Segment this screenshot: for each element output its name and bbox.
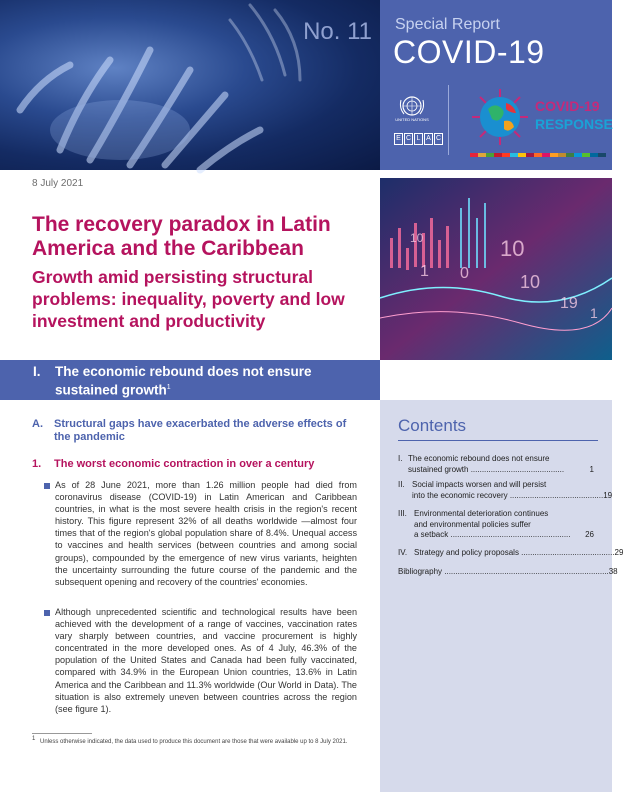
eclac-letter: L [414,133,423,145]
decor-number: 0 [460,265,469,282]
contents-title: Contents [398,416,467,435]
decor-number: 10 [410,231,424,245]
toc-page: 1 [589,464,594,474]
toc-label: Environmental deterioration continues [414,509,549,518]
footnote-text: Unless otherwise indicated, the data used to produce this document are those that were available up to 8 July 2021. [40,739,348,745]
decor-number: 10 [500,236,525,261]
toc-entry-3[interactable]: III. Environmental deterioration continues and environmental policies suffer a setback ...................................................... 26 [398,509,594,539]
section-number: I. [33,364,41,379]
toc-page: 29 [614,548,623,557]
eclac-letter: E [394,133,403,145]
toc-entry-4[interactable]: IV. Strategy and policy proposals .......................................... 29 [398,548,623,557]
subsection-label: A. [32,418,43,430]
toc-label: and environmental policies suffer [414,519,531,529]
data-visual-illustration [380,178,612,360]
body-paragraph-2: Although unprecedented scientific and technological results have been achieved with the development of a range of vaccines, vaccination rates vary sharply between countries, and vaccine procurement is highly concentrated in the more developed ones. As of 4 July, 46.3% of the population of the United States and Canada had been fully vaccinated, compared with 34.9% in the European Union countries, 13.6% in Latin America and the Caribbean and 11.3% worldwide (Our World in Data). The situation is also extremely uneven between countries across the region (see figure 1). [55,607,357,714]
footnote-mark: 1 [32,736,36,742]
toc-page: 26 [585,530,594,539]
right-spacer [380,360,612,400]
special-report-label: Special Report [395,16,500,33]
bullet-icon [44,610,50,616]
body-paragraph-1: As of 28 June 2021, more than 1.26 million people had died from coronavirus disease (COVID-19) in Latin American and Caribbean countries, in what is the most severe health crisis in the region's recent history. This figure represent 32% of all deaths worldwide —almost four times that of the region's global population share of 8.4%. Unequal access to vaccines and health services (between countries and among social groups), compounded by the emergence of new virus variants, heighten the uncertainty surrounding the future course of the pandemic and the subsequent opening and recovery of the countries' economies. [55,480,357,587]
toc-entry-2[interactable]: II. Social impacts worsen and will persist into the economic recovery .......................................... 19 [398,480,613,500]
toc-page: 38 [608,567,618,576]
toc-label: into the economic recovery [412,490,508,500]
eclac-logo [394,127,444,145]
contents-rule [398,440,598,441]
toc-page: 19 [603,490,613,500]
subsection-title: Structural gaps have exacerbated the adverse effects of the pandemic [54,418,347,443]
toc-label: a setback [414,530,449,539]
logo-divider [448,85,449,155]
toc-label: Bibliography [398,567,443,576]
toc-entry-1[interactable]: I. The economic rebound does not ensure sustained growth .......................................... 1 [398,454,594,474]
response-label: RESPONSE [535,116,613,132]
toc-label: sustained growth [408,464,469,474]
sdg-color-strip [470,153,606,157]
bullet-icon [44,483,50,489]
covid-response-globe-icon [470,87,530,147]
item-number: 1. [32,458,42,470]
toc-number: IV. [398,548,408,557]
toc-number: III. [398,509,407,518]
un-label: UNITED NATIONS [395,117,429,122]
section-heading-text: The economic rebound does not ensure sustained growth [55,364,312,398]
eclac-letter: C [404,133,413,145]
subtitle: Growth amid persisting structural problems: inequality, poverty and low investment and productivity [32,267,345,331]
main-title: The recovery paradox in Latin America and the Caribbean [32,213,331,260]
report-title: COVID-19 [393,34,545,70]
decor-number: 1 [420,263,429,280]
footnote-ref[interactable]: 1 [166,384,171,391]
toc-entry-5[interactable]: Bibliography .......................................................................... 38 [398,567,618,576]
footnote-rule [32,733,92,734]
toc-number: I. [398,454,403,463]
issue-number: No. 11 [303,18,372,45]
item-title: The worst economic contraction in over a century [54,458,315,470]
publication-date: 8 July 2021 [32,178,84,189]
data-visual-photo [380,178,612,360]
eclac-letter: C [434,133,443,145]
decor-number: 19 [560,295,578,312]
toc-label: Strategy and policy proposals [414,548,519,557]
toc-number: II. [398,480,405,489]
section-heading [55,364,355,399]
toc-label: Social impacts worsen and will persist [412,480,547,489]
eclac-letter: A [424,133,433,145]
toc-label: The economic rebound does not ensure [408,454,550,463]
covid-label: COVID-19 [535,98,600,114]
decor-number: 10 [520,272,541,292]
decor-number: 1 [590,305,598,321]
